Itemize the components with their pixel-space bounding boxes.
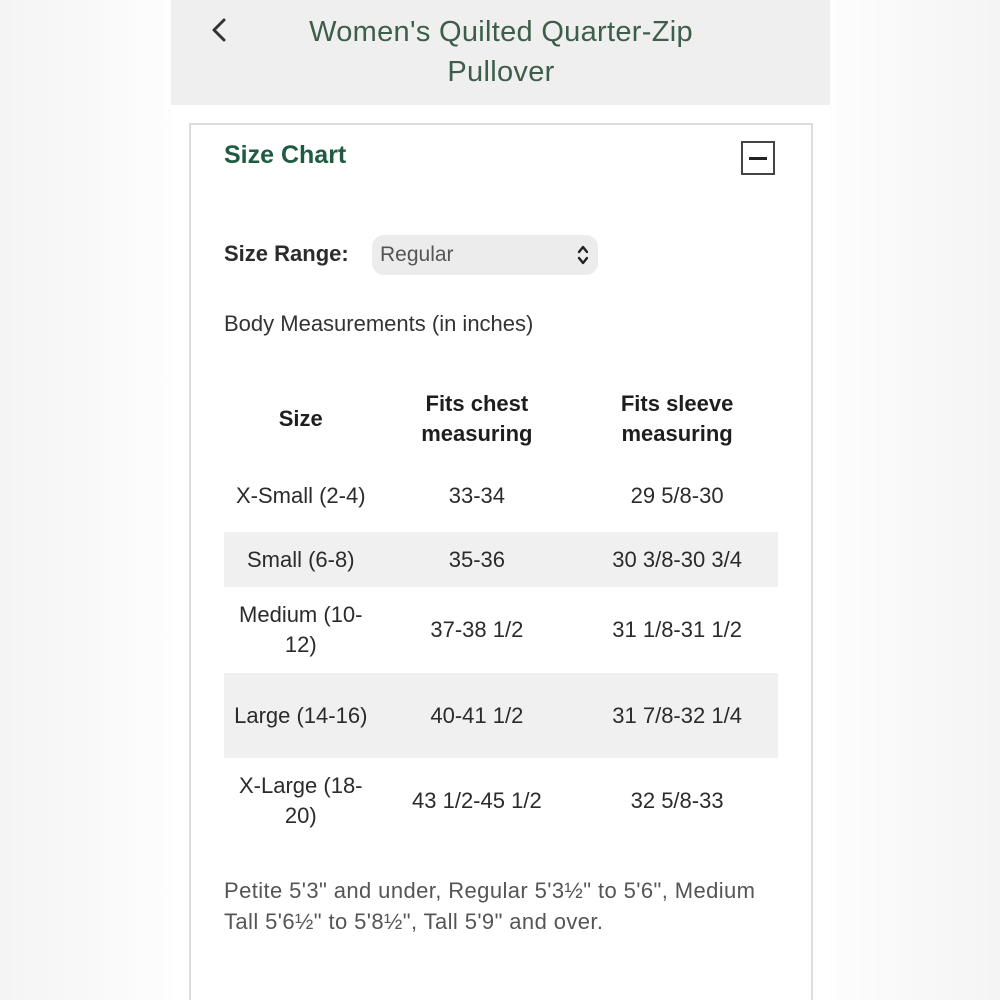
table-row bbox=[224, 459, 778, 532]
table-row bbox=[224, 532, 778, 587]
back-button[interactable] bbox=[199, 10, 239, 50]
product-screen bbox=[171, 0, 830, 1000]
background-left bbox=[0, 0, 170, 1000]
sleeve-cell: 32 5/8-33 bbox=[576, 758, 778, 844]
sleeve-cell: 30 3/8-30 3/4 bbox=[576, 532, 778, 587]
table-header-row bbox=[224, 377, 778, 459]
table-row bbox=[224, 758, 778, 844]
chest-cell: 43 1/2-45 1/2 bbox=[378, 758, 577, 844]
chevron-left-icon bbox=[211, 17, 227, 43]
size-chart-panel bbox=[189, 123, 813, 1000]
up-down-chevron-icon bbox=[576, 242, 590, 268]
sleeve-cell: 31 1/8-31 1/2 bbox=[576, 587, 778, 673]
size-range-select[interactable] bbox=[372, 235, 598, 275]
size-cell: Medium (10-12) bbox=[224, 587, 378, 673]
size-table bbox=[224, 377, 778, 844]
sleeve-cell: 29 5/8-30 bbox=[576, 459, 778, 532]
size-range-value: Regular bbox=[380, 243, 454, 266]
size-cell: Small (6-8) bbox=[224, 532, 378, 587]
column-header-chest: Fits chest measuring bbox=[421, 391, 533, 446]
size-range-label: Size Range: bbox=[224, 241, 349, 266]
background-right bbox=[830, 0, 1000, 1000]
sleeve-cell: 31 7/8-32 1/4 bbox=[576, 673, 778, 758]
minus-icon bbox=[749, 157, 767, 160]
column-header-size: Size bbox=[278, 406, 323, 431]
chest-cell: 37-38 1/2 bbox=[378, 587, 577, 673]
size-chart-heading: Size Chart bbox=[224, 141, 347, 169]
chest-cell: 35-36 bbox=[378, 532, 577, 587]
collapse-button[interactable] bbox=[741, 141, 775, 175]
column-header-sleeve: Fits sleeve measuring bbox=[620, 391, 734, 446]
table-row bbox=[224, 673, 778, 758]
size-cell: X-Small (2-4) bbox=[224, 459, 378, 532]
size-cell: Large (14-16) bbox=[224, 673, 378, 758]
measurements-caption: Body Measurements (in inches) bbox=[224, 311, 534, 336]
table-row bbox=[224, 587, 778, 673]
product-title: Women's Quilted Quarter-Zip Pullover bbox=[309, 16, 693, 88]
size-cell: X-Large (18-20) bbox=[224, 758, 378, 844]
header-bar bbox=[171, 0, 830, 105]
chest-cell: 33-34 bbox=[378, 459, 577, 532]
height-range-note: Petite 5'3" and under, Regular 5'3½" to 5'6", Medium Tall 5'6½" to 5'8½", Tall 5'9" and over. bbox=[224, 878, 756, 934]
chest-cell: 40-41 1/2 bbox=[378, 673, 577, 758]
